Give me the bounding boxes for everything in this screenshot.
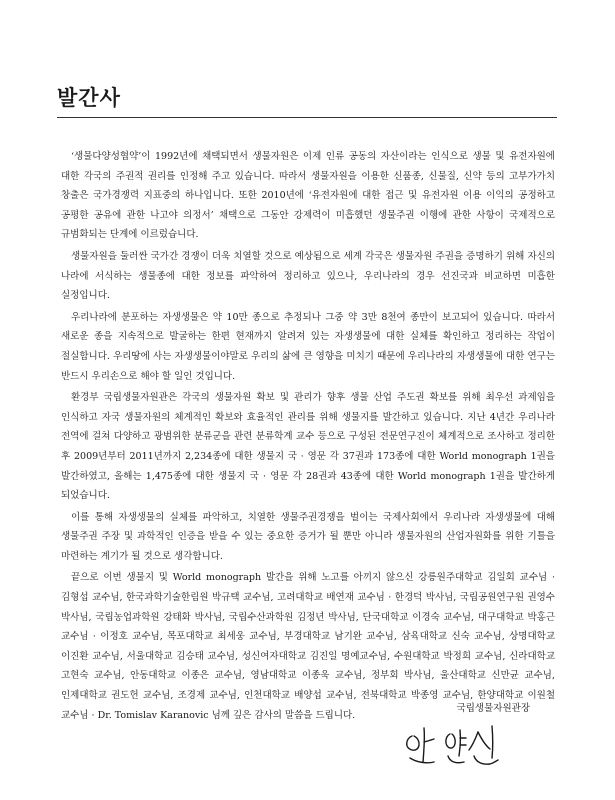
signature-organization: 국립생물자원관장: [456, 703, 530, 714]
paragraph-nibr-publication: 환경부 국립생물자원관은 각국의 생물자원 확보 및 관리가 향후 생물 산업 주도권 확보를 위해 최우선 과제임을 인식하고 자국 생물자원의 체계적인 확보와 효율적인 관리를 위해 생물지를 발간하고 있습니다. 지난 4년간 우리나라 전역에 걸쳐 다양하고 광범위한 분류군을 관련 분류학계 교수 등으로 구성된 전문연구진이 체계적으로 조사하고 정리한 후 2009년부터 2011년까지 2,234종에 대한 생물지 국 · 영문 각 37권과 173종에 대한 World monograph 1권을 발간하였고, 올해는 1,475종에 대한 생물지 국 · 영문 각 28권과 43종에 대한 World monograph 1권을 발간하게 되었습니다.: [61, 392, 555, 502]
page-title: 발간사: [57, 86, 121, 110]
paragraph-native-species: 우리나라에 분포하는 자생생물은 약 10만 종으로 추정되나 그중 약 3만 8천여 종만이 보고되어 있습니다. 따라서 새로운 종을 지속적으로 발굴하는 한편 현재까지 알려져 있는 자생생물에 대한 실체를 확인하고 정리하는 작업이 절실합니다. 우리땅에 사는 자생생물이야말로 우리의 삶에 큰 영향을 미치기 때문에 우리나라의 자생생물에 대한 연구는 반드시 우리손으로 해야 할 일인 것입니다.: [61, 311, 555, 382]
paragraph-convention: ‘생물다양성협약’이 1992년에 채택되면서 생물자원은 이제 인류 공동의 자산이라는 인식으로 생물 및 유전자원에 대한 각국의 주권적 권리를 인정해 주고 있습니다. 따라서 생물자원을 이용한 신품종, 신물질, 신약 등의 고부가가치 창출은 국가경쟁력 지표중의 하나입니다. 또한 2010년에 ‘유전자원에 대한 접근 및 유전자원 이용 이익의 공정하고 공평한 공유에 관한 나고야 의정서’ 채택으로 그동안 강제력이 미흡했던 생물주권 이행에 관한 사항이 국제적으로 규범화되는 단계에 이르렀습니다.: [61, 151, 555, 241]
paragraph-acknowledgements: 끝으로 이번 생물지 및 World monograph 발간을 위해 노고를 아끼지 않으신 강릉원주대학교 김일회 교수님 · 김형섭 교수님, 한국과학기술한림원 박규택 교수님, 고려대학교 배연재 교수님 · 한경덕 박사님, 국립공원연구원 권영수 박사님, 국립농업과학원 강태화 박사님, 국립수산과학원 김정년 박사님, 단국대학교 이경숙 교수님, 대구대학교 박홍근 교수님 · 이정호 교수님, 목포대학교 최세웅 교수님, 부경대학교 남기완 교수님, 삼육대학교 신숙 교수님, 상명대학교 이진환 교수님, 서울대학교 김승태 교수님, 성신여자대학교 김진일 명예교수님, 수원대학교 박정희 교수님, 신라대학교 고현숙 교수님, 안동대학교 이종은 교수님, 영남대학교 이종욱 교수님, 정부회 박사님, 울산대학교 신만균 교수님, 인제대학교 권도헌 교수님, 조경제 교수님, 인천대학교 배양섭 교수님, 전북대학교 박종영 교수님, 한양대학교 이원철 교수님 · Dr. Tomislav Karanovic 님께 깊은 감사의 말씀을 드립니다.: [61, 572, 555, 721]
handwritten-signature: [398, 718, 508, 770]
paragraph-competition: 생물자원을 둘러싼 국가간 경쟁이 더욱 치열할 것으로 예상됨으로 세계 각국은 생물자원 주권을 증명하기 위해 자신의 나라에 서식하는 생물종에 대한 정보를 파악하여 정리하고 있으나, 우리나라의 경우 선진국과 비교하면 미흡한 실정입니다.: [61, 250, 555, 302]
paragraph-significance: 이를 통해 자생생물의 실체를 파악하고, 치열한 생물주권경쟁을 벌이는 국제사회에서 우리나라 자생생물에 대해 생물주권 주장 및 과학적인 인증을 받을 수 있는 중요한 증거가 될 뿐만 아니라 생물자원의 산업자원화를 위한 기틀을 마련하는 계기가 될 것으로 생각합니다.: [61, 511, 555, 562]
preface-body: [61, 147, 555, 725]
title-divider: [57, 117, 557, 118]
